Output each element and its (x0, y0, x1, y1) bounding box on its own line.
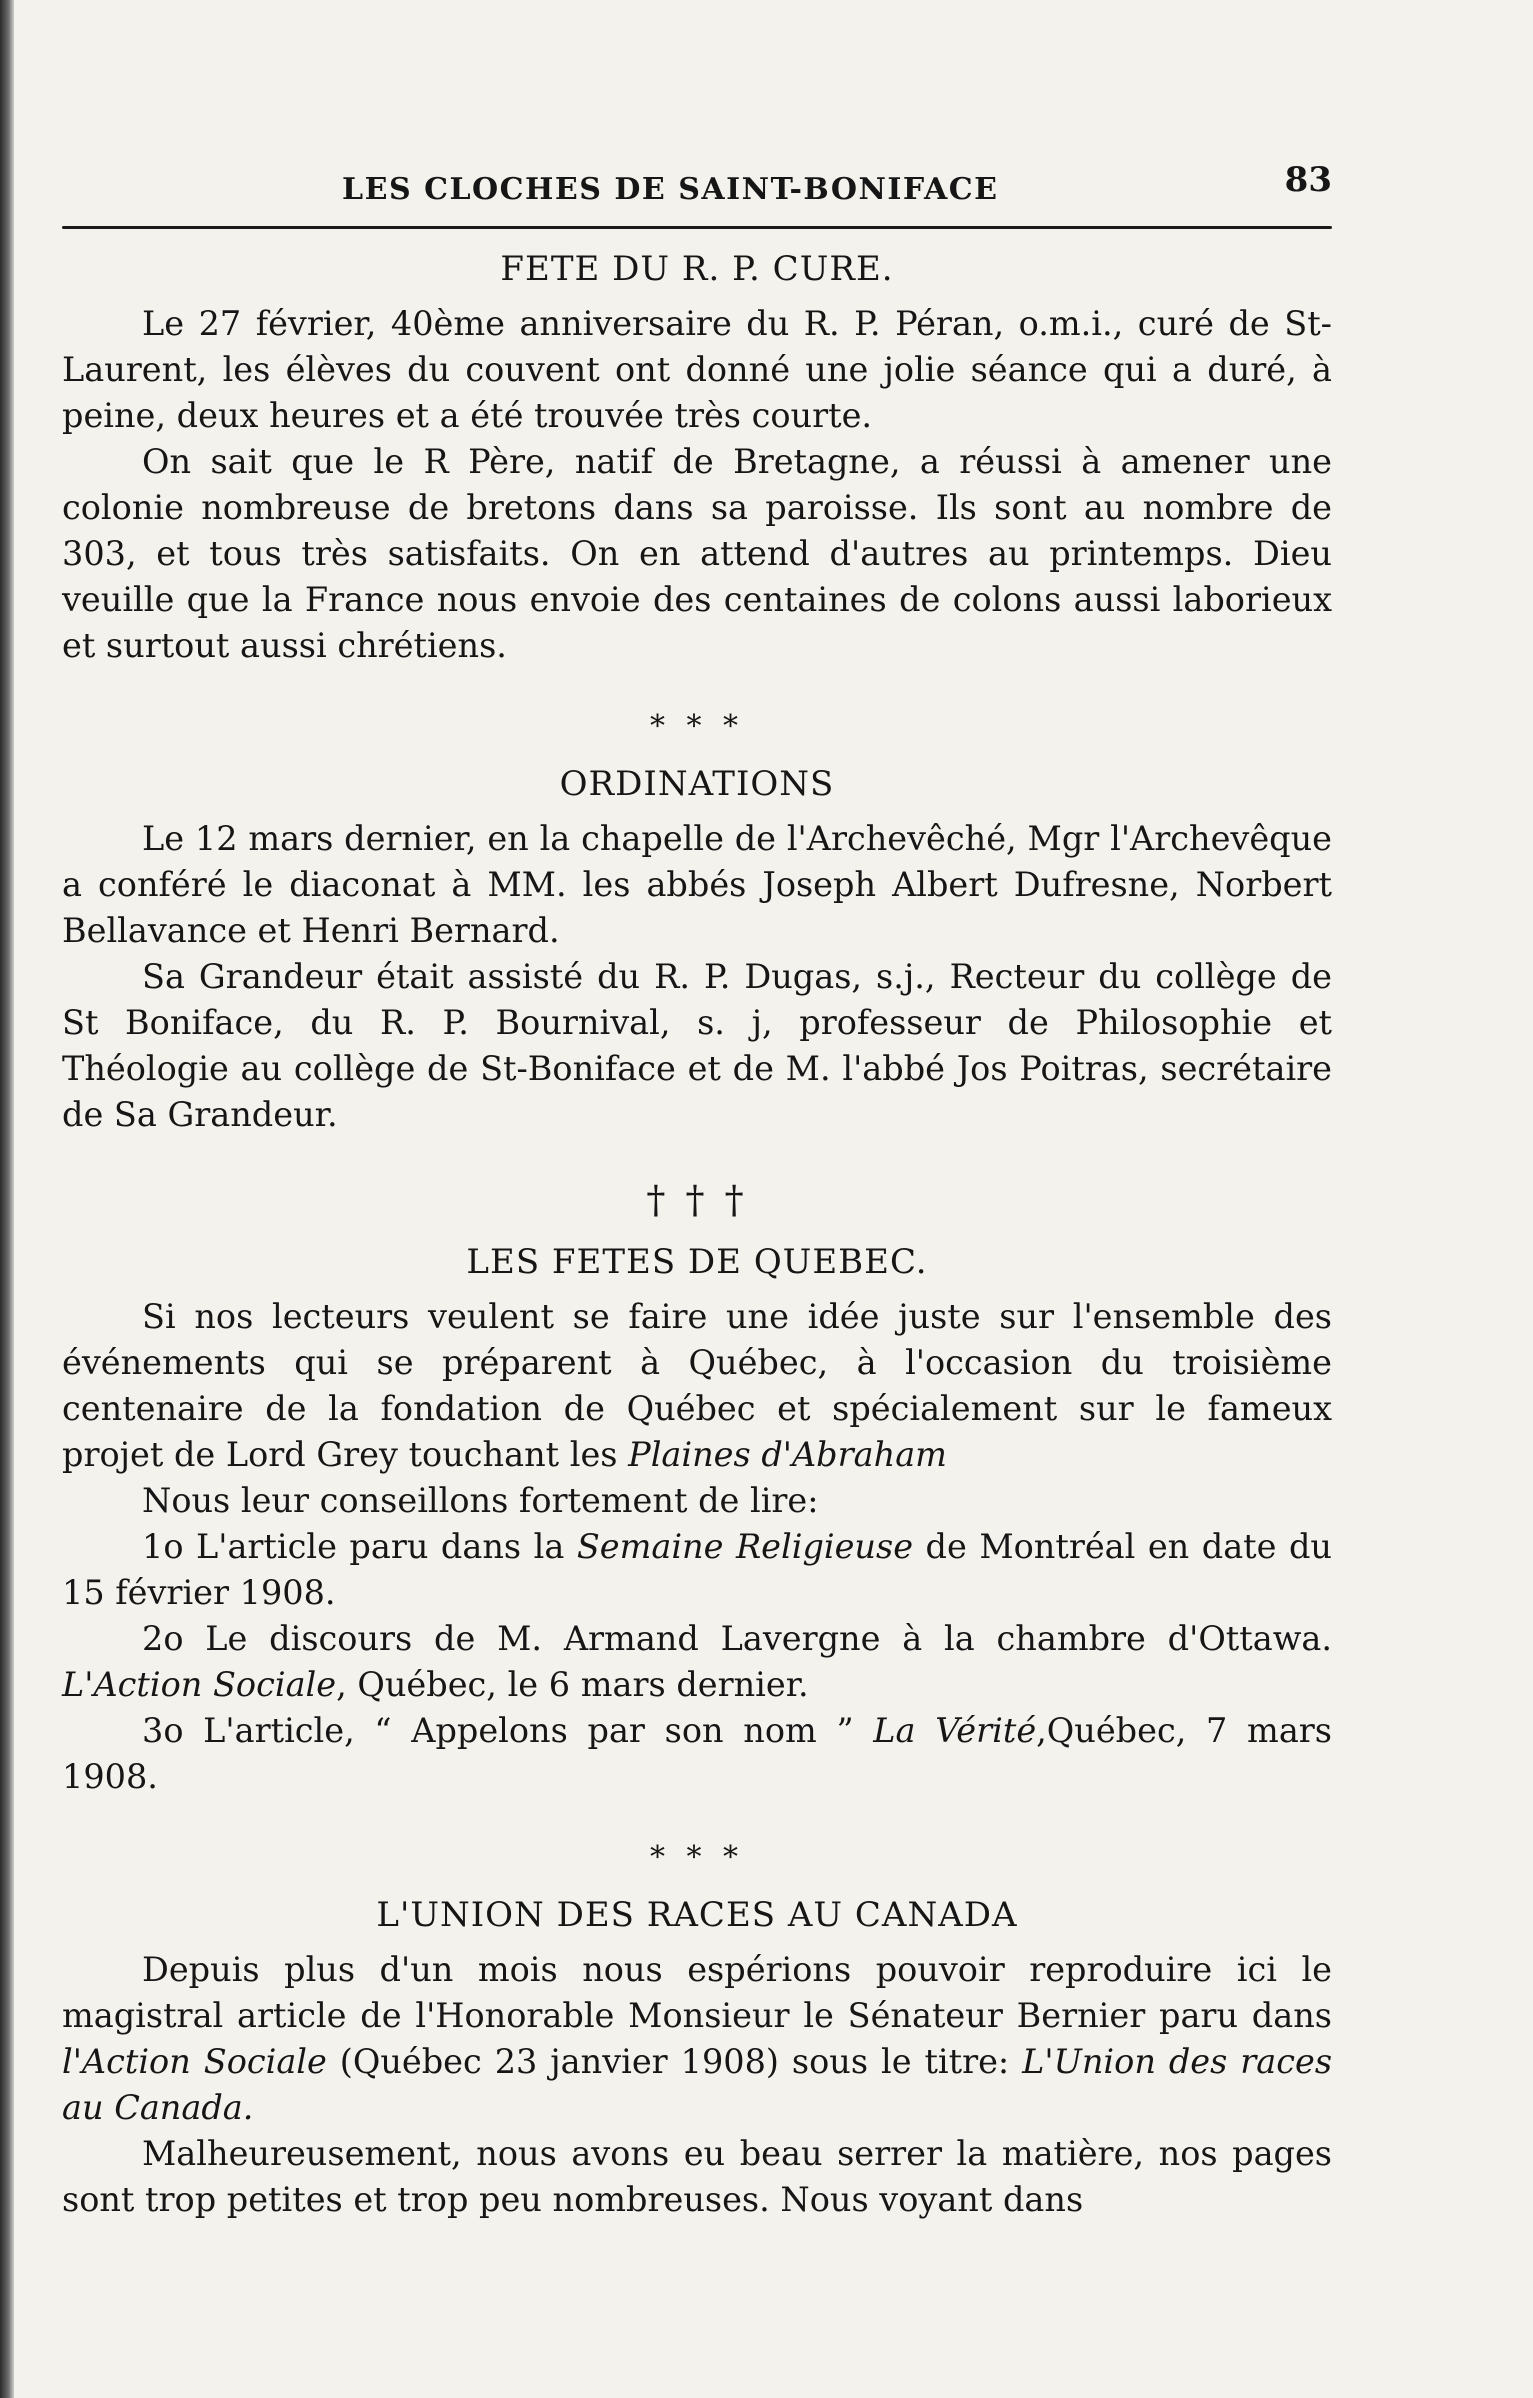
list-item (62, 1524, 1332, 1616)
italic-title: L'Action Sociale (62, 1665, 337, 1704)
text-run: Si nos lecteurs veulent se faire une idée juste sur l'ensemble des événements qui se préparent à Québec, à l'occasion du troisième centenaire de la fondation de Québec et spécialement sur le fameux projet de Lord Grey touchant les (62, 1297, 1332, 1474)
running-head (62, 150, 1332, 220)
italic-title: L'Union des races au Canada. (62, 2042, 1333, 2127)
document-page (62, 150, 1332, 2223)
paragraph: On sait que le R Père, natif de Bretagne, a réussi à amener une colonie nombreuse de bretons dans sa paroisse. Ils sont au nombre de 303, et tous très satisfaits. On en attend d'autres au printemps. Dieu veuille que la France nous envoie des centaines de colons aussi laborieux et surtout aussi chrétiens. (62, 442, 1332, 665)
page-number: 83 (1284, 160, 1332, 200)
section-fete-du-cure (62, 249, 1332, 669)
section-title: L'UNION DES RACES AU CANADA (376, 1895, 1018, 1935)
text-run: , Québec, le 6 mars dernier. (336, 1665, 809, 1704)
italic-title: La Vérité (873, 1711, 1037, 1750)
text-run: de Montréal en date du 15 février 1908. (62, 1527, 1332, 1612)
crosses-separator: † † † (646, 1178, 748, 1222)
section-ordinations (62, 709, 1332, 1138)
paragraph: Malheureusement, nous avons eu beau serrer la matière, nos pages sont trop petites et trop peu nombreuses. Nous voyant dans (62, 2134, 1332, 2219)
paragraph: Sa Grandeur était assisté du R. P. Dugas, s.j., Recteur du collège de St Boniface, du R. P. Bournival, s. j, professeur de Philosophie et Théologie au collège de St-Boniface et de M. l'abbé Jos Poitras, secrétaire de Sa Grandeur. (62, 957, 1332, 1134)
asterism-separator: * * * (649, 709, 745, 744)
text-run: (Québec 23 janvier 1908) sous le titre: (326, 2042, 1023, 2081)
running-title: LES CLOCHES DE SAINT-BONIFACE (342, 172, 999, 207)
asterism-separator: * * * (649, 1840, 745, 1875)
italic-title: Semaine Religieuse (576, 1527, 914, 1566)
paragraph (62, 1294, 1332, 1478)
section-title: FETE DU R. P. CURE. (500, 249, 894, 289)
section-title: LES FETES DE QUEBEC. (466, 1242, 928, 1282)
list-item (62, 1708, 1332, 1800)
text-run: 2o Le discours de M. Armand Lavergne à la chambre d'Ottawa. (142, 1619, 1332, 1658)
section-union-des-races (62, 1840, 1332, 2223)
italic-title: l'Action Sociale (62, 2042, 327, 2081)
text-run: 1o L'article paru dans la (142, 1527, 577, 1566)
page-spine-shadow (0, 0, 14, 2398)
paragraph (62, 1947, 1332, 2131)
paragraph: Le 27 février, 40ème anniversaire du R. P. Péran, o.m.i., curé de St-Laurent, les élèves du couvent ont donné une jolie séance qui a duré, à peine, deux heures et a été trouvée très courte. (62, 304, 1332, 435)
paragraph: Nous leur conseillons fortement de lire: (142, 1481, 819, 1520)
text-run: 3o L'article, “ Appelons par son nom ” (142, 1711, 874, 1750)
text-run: Depuis plus d'un mois nous espérions pouvoir reproduire ici le magistral article de l'Honorable Monsieur le Sénateur Bernier paru dans (62, 1950, 1332, 2035)
section-fetes-de-quebec (62, 1178, 1332, 1800)
section-title: ORDINATIONS (559, 764, 835, 804)
list-item (62, 1616, 1332, 1708)
text-run: ,Québec, 7 mars 1908. (62, 1711, 1332, 1796)
italic-title: Plaines d'Abraham (628, 1435, 947, 1474)
header-rule (62, 226, 1332, 229)
paragraph: Le 12 mars dernier, en la chapelle de l'Archevêché, Mgr l'Archevêque a conféré le diaconat à MM. les abbés Joseph Albert Dufresne, Norbert Bellavance et Henri Bernard. (62, 819, 1332, 950)
